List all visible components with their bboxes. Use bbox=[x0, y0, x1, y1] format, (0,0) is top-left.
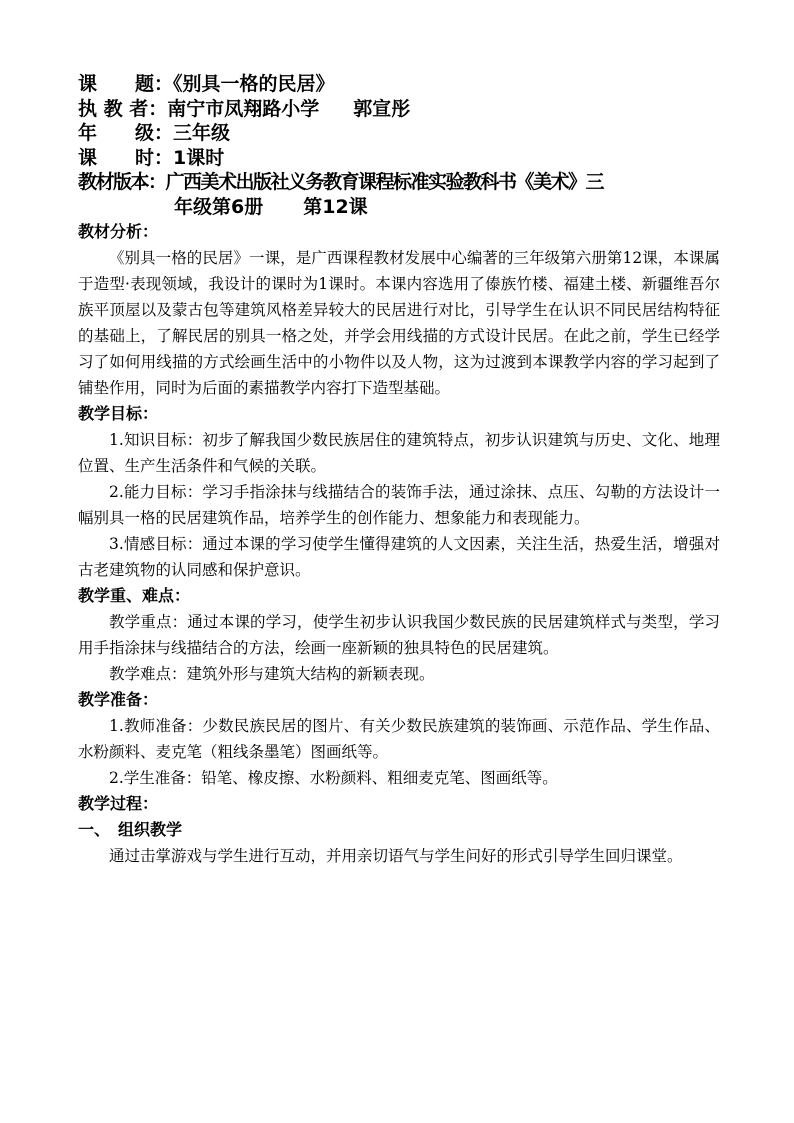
course-title: 《别具一格的民居》 bbox=[173, 73, 335, 95]
teacher-prep: 1.教师准备：少数民族民居的图片、有关少数民族建筑的装饰画、示范作品、学生作品、水粉颜料、麦克笔（粗线条墨笔）图画纸等。 bbox=[78, 717, 720, 761]
goal-ability: 2.能力目标：学习手指涂抹与线描结合的装饰手法，通过涂抹、点压、勾勒的方法设计一幅别具一格的民居建筑作品，培养学生的创作能力、想象能力和表现能力。 bbox=[78, 483, 720, 527]
edition-label: 教材版本： bbox=[78, 171, 166, 193]
teacher-name: 郭宣彤 bbox=[353, 97, 411, 120]
course-row bbox=[78, 72, 720, 97]
course-label: 课 题： bbox=[78, 73, 174, 95]
prep-heading: 教学准备： bbox=[78, 690, 159, 709]
hours-row bbox=[78, 146, 720, 171]
edition-row-2 bbox=[78, 195, 720, 220]
teacher-row bbox=[78, 97, 720, 122]
step-1-title: 一、 组织教学 bbox=[78, 820, 183, 839]
hours-value: 1课时 bbox=[173, 146, 225, 169]
edition-line-2a: 年级第6册 bbox=[174, 195, 264, 218]
goals-heading: 教学目标： bbox=[78, 404, 159, 423]
edition-line-2b: 第12课 bbox=[303, 195, 368, 218]
step-1-text: 通过击掌游戏与学生进行互动，并用亲切语气与学生问好的形式引导学生回归课堂。 bbox=[109, 847, 683, 865]
grade-label: 年 级： bbox=[78, 122, 174, 144]
edition-row bbox=[78, 170, 720, 195]
student-prep: 2.学生准备：铅笔、橡皮擦、水粉颜料、粗细麦克笔、图画纸等。 bbox=[109, 769, 558, 787]
grade-row bbox=[78, 121, 720, 146]
analysis-text: 《别具一格的民居》一课，是广西课程教材发展中心编著的三年级第六册第12课，本课属于造型·表现领域，我设计的课时为1课时。本课内容选用了傣族竹楼、福建土楼、新疆维吾尔族平顶屋以及蒙古包等建筑风格差异较大的民居进行对比，引导学生在认识不同民居结构特征的基础上，了解民居的别具一格之处，并学会用线描的方式设计民居。在此之前，学生已经学习了如何用线描的方式绘画生活中的小物件以及人物，这为过渡到本课教学内容的学习起到了铺垫作用，同时为后面的素描教学内容打下造型基础。 bbox=[78, 249, 720, 397]
grade-value: 三年级 bbox=[173, 122, 231, 144]
teacher-school: 南宁市凤翔路小学 bbox=[167, 97, 320, 120]
goal-knowledge: 1.知识目标：初步了解我国少数民族居住的建筑特点，初步认识建筑与历史、文化、地理位置、生产生活条件和气候的关联。 bbox=[78, 431, 720, 475]
teaching-difficulty: 教学难点：建筑外形与建筑大结构的新颖表现。 bbox=[109, 665, 435, 683]
teacher-label: 执 教 者： bbox=[78, 97, 168, 120]
hours-label: 课 时： bbox=[78, 146, 174, 169]
analysis-heading: 教材分析： bbox=[78, 222, 159, 241]
teaching-focus: 教学重点：通过本课的学习，使学生初步认识我国少数民族的民居建筑样式与类型，学习用手指涂抹与线描结合的方法，绘画一座新颖的独具特色的民居建筑。 bbox=[78, 613, 720, 657]
goal-emotion: 3.情感目标：通过本课的学习使学生懂得建筑的人文因素，关注生活，热爱生活，增强对古老建筑物的认同感和保护意识。 bbox=[78, 535, 720, 579]
lesson-plan-page bbox=[78, 72, 720, 869]
edition-line-1: 广西美术出版社义务教育课程标准实验教科书《美术》三 bbox=[165, 171, 604, 193]
keypoints-heading: 教学重、难点： bbox=[78, 586, 191, 605]
process-heading: 教学过程： bbox=[78, 794, 159, 813]
